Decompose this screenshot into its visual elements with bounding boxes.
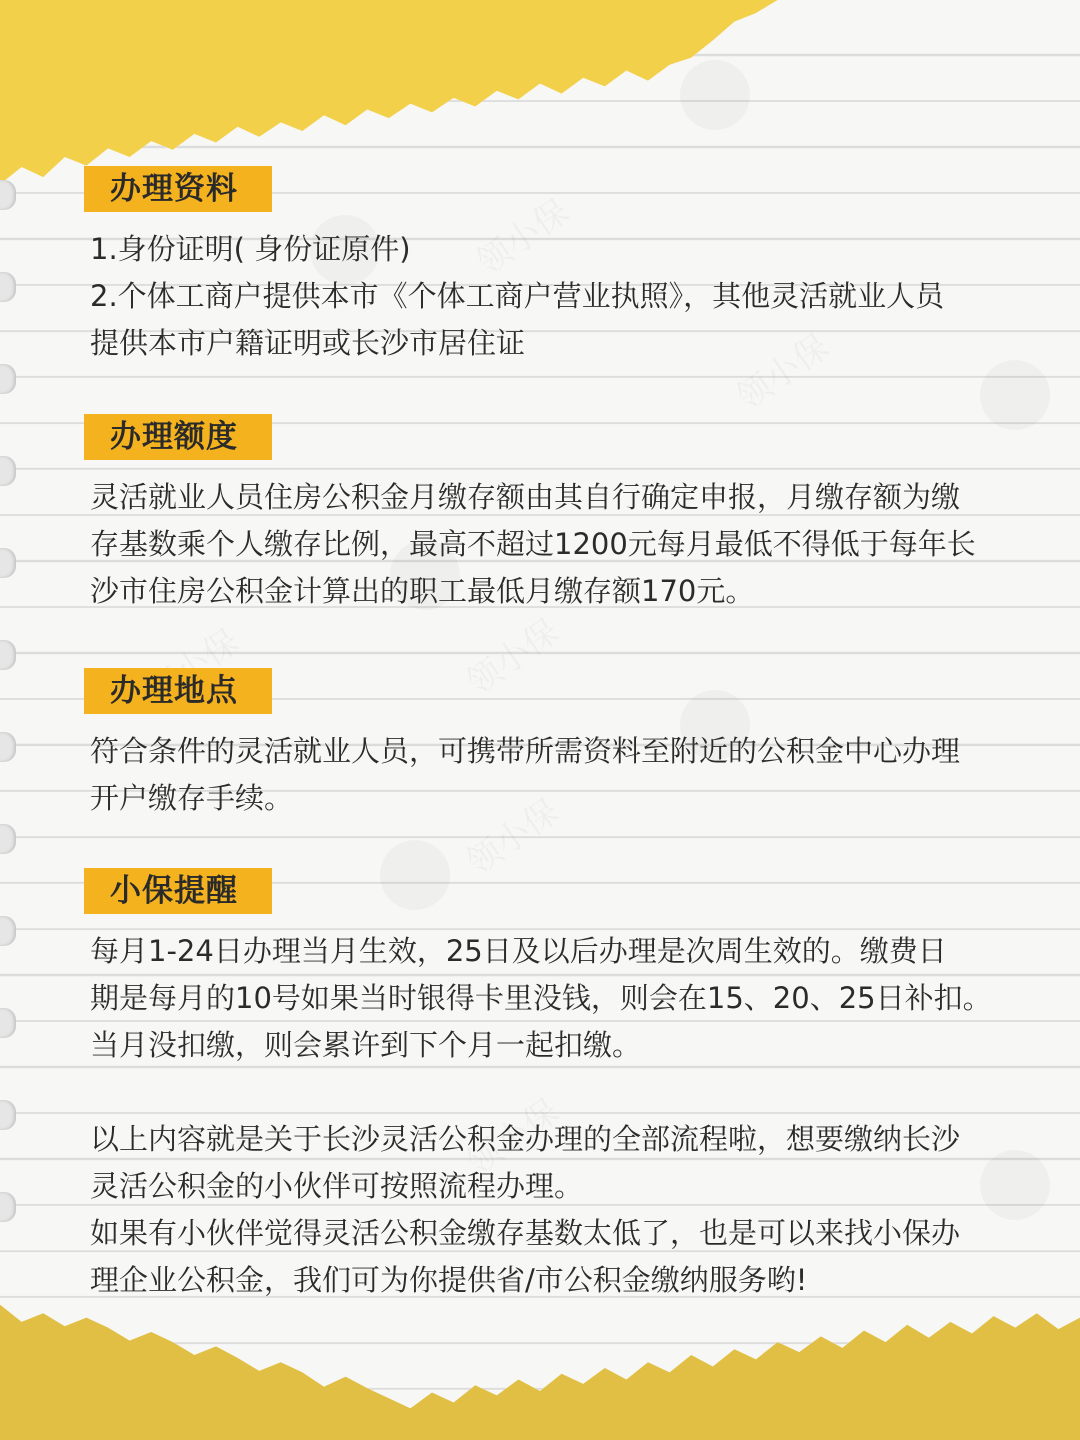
text-line: 符合条件的灵活就业人员，可携带所需资料至附近的公积金中心办理 (90, 734, 961, 768)
text-line: 1.身份证明( 身份证原件) (90, 232, 411, 266)
text-line: 如果有小伙伴觉得灵活公积金缴存基数太低了，也是可以来找小保办 (90, 1216, 961, 1250)
text-line: 理企业公积金，我们可为你提供省/市公积金缴纳服务哟! (90, 1263, 808, 1297)
section-title: 小保提醒 (84, 868, 272, 914)
text-line: 以上内容就是关于长沙灵活公积金办理的全部流程啦，想要缴纳长沙 (90, 1122, 961, 1156)
text-line: 期是每月的10号如果当时银得卡里没钱，则会在15、20、25日补扣。 (90, 981, 992, 1015)
text-line: 2.个体工商户提供本市《个体工商户营业执照》，其他灵活就业人员 (90, 279, 945, 313)
text-line: 灵活就业人员住房公积金月缴存额由其自行确定申报，月缴存额为缴 (90, 480, 961, 514)
text-line: 存基数乘个人缴存比例，最高不超过1200元每月最低不得低于每年长 (90, 527, 976, 561)
section-title: 办理额度 (84, 414, 272, 460)
section-title: 办理地点 (84, 668, 272, 714)
text-line: 沙市住房公积金计算出的职工最低月缴存额170元。 (90, 574, 755, 608)
section-title: 办理资料 (84, 166, 272, 212)
text-line: 灵活公积金的小伙伴可按照流程办理。 (90, 1169, 584, 1203)
section-materials (90, 166, 944, 367)
text-line: 开户缴存手续。 (90, 781, 294, 815)
closing-paragraph (90, 1116, 960, 1304)
section-reminder (90, 868, 992, 1069)
text-line: 当月没扣缴，则会累许到下个月一起扣缴。 (90, 1028, 642, 1062)
section-location (90, 668, 960, 822)
text-line: 每月1-24日办理当月生效，25日及以后办理是次周生效的。缴费日 (90, 934, 947, 968)
section-amount (90, 414, 976, 615)
text-line: 提供本市户籍证明或长沙市居住证 (90, 326, 526, 360)
